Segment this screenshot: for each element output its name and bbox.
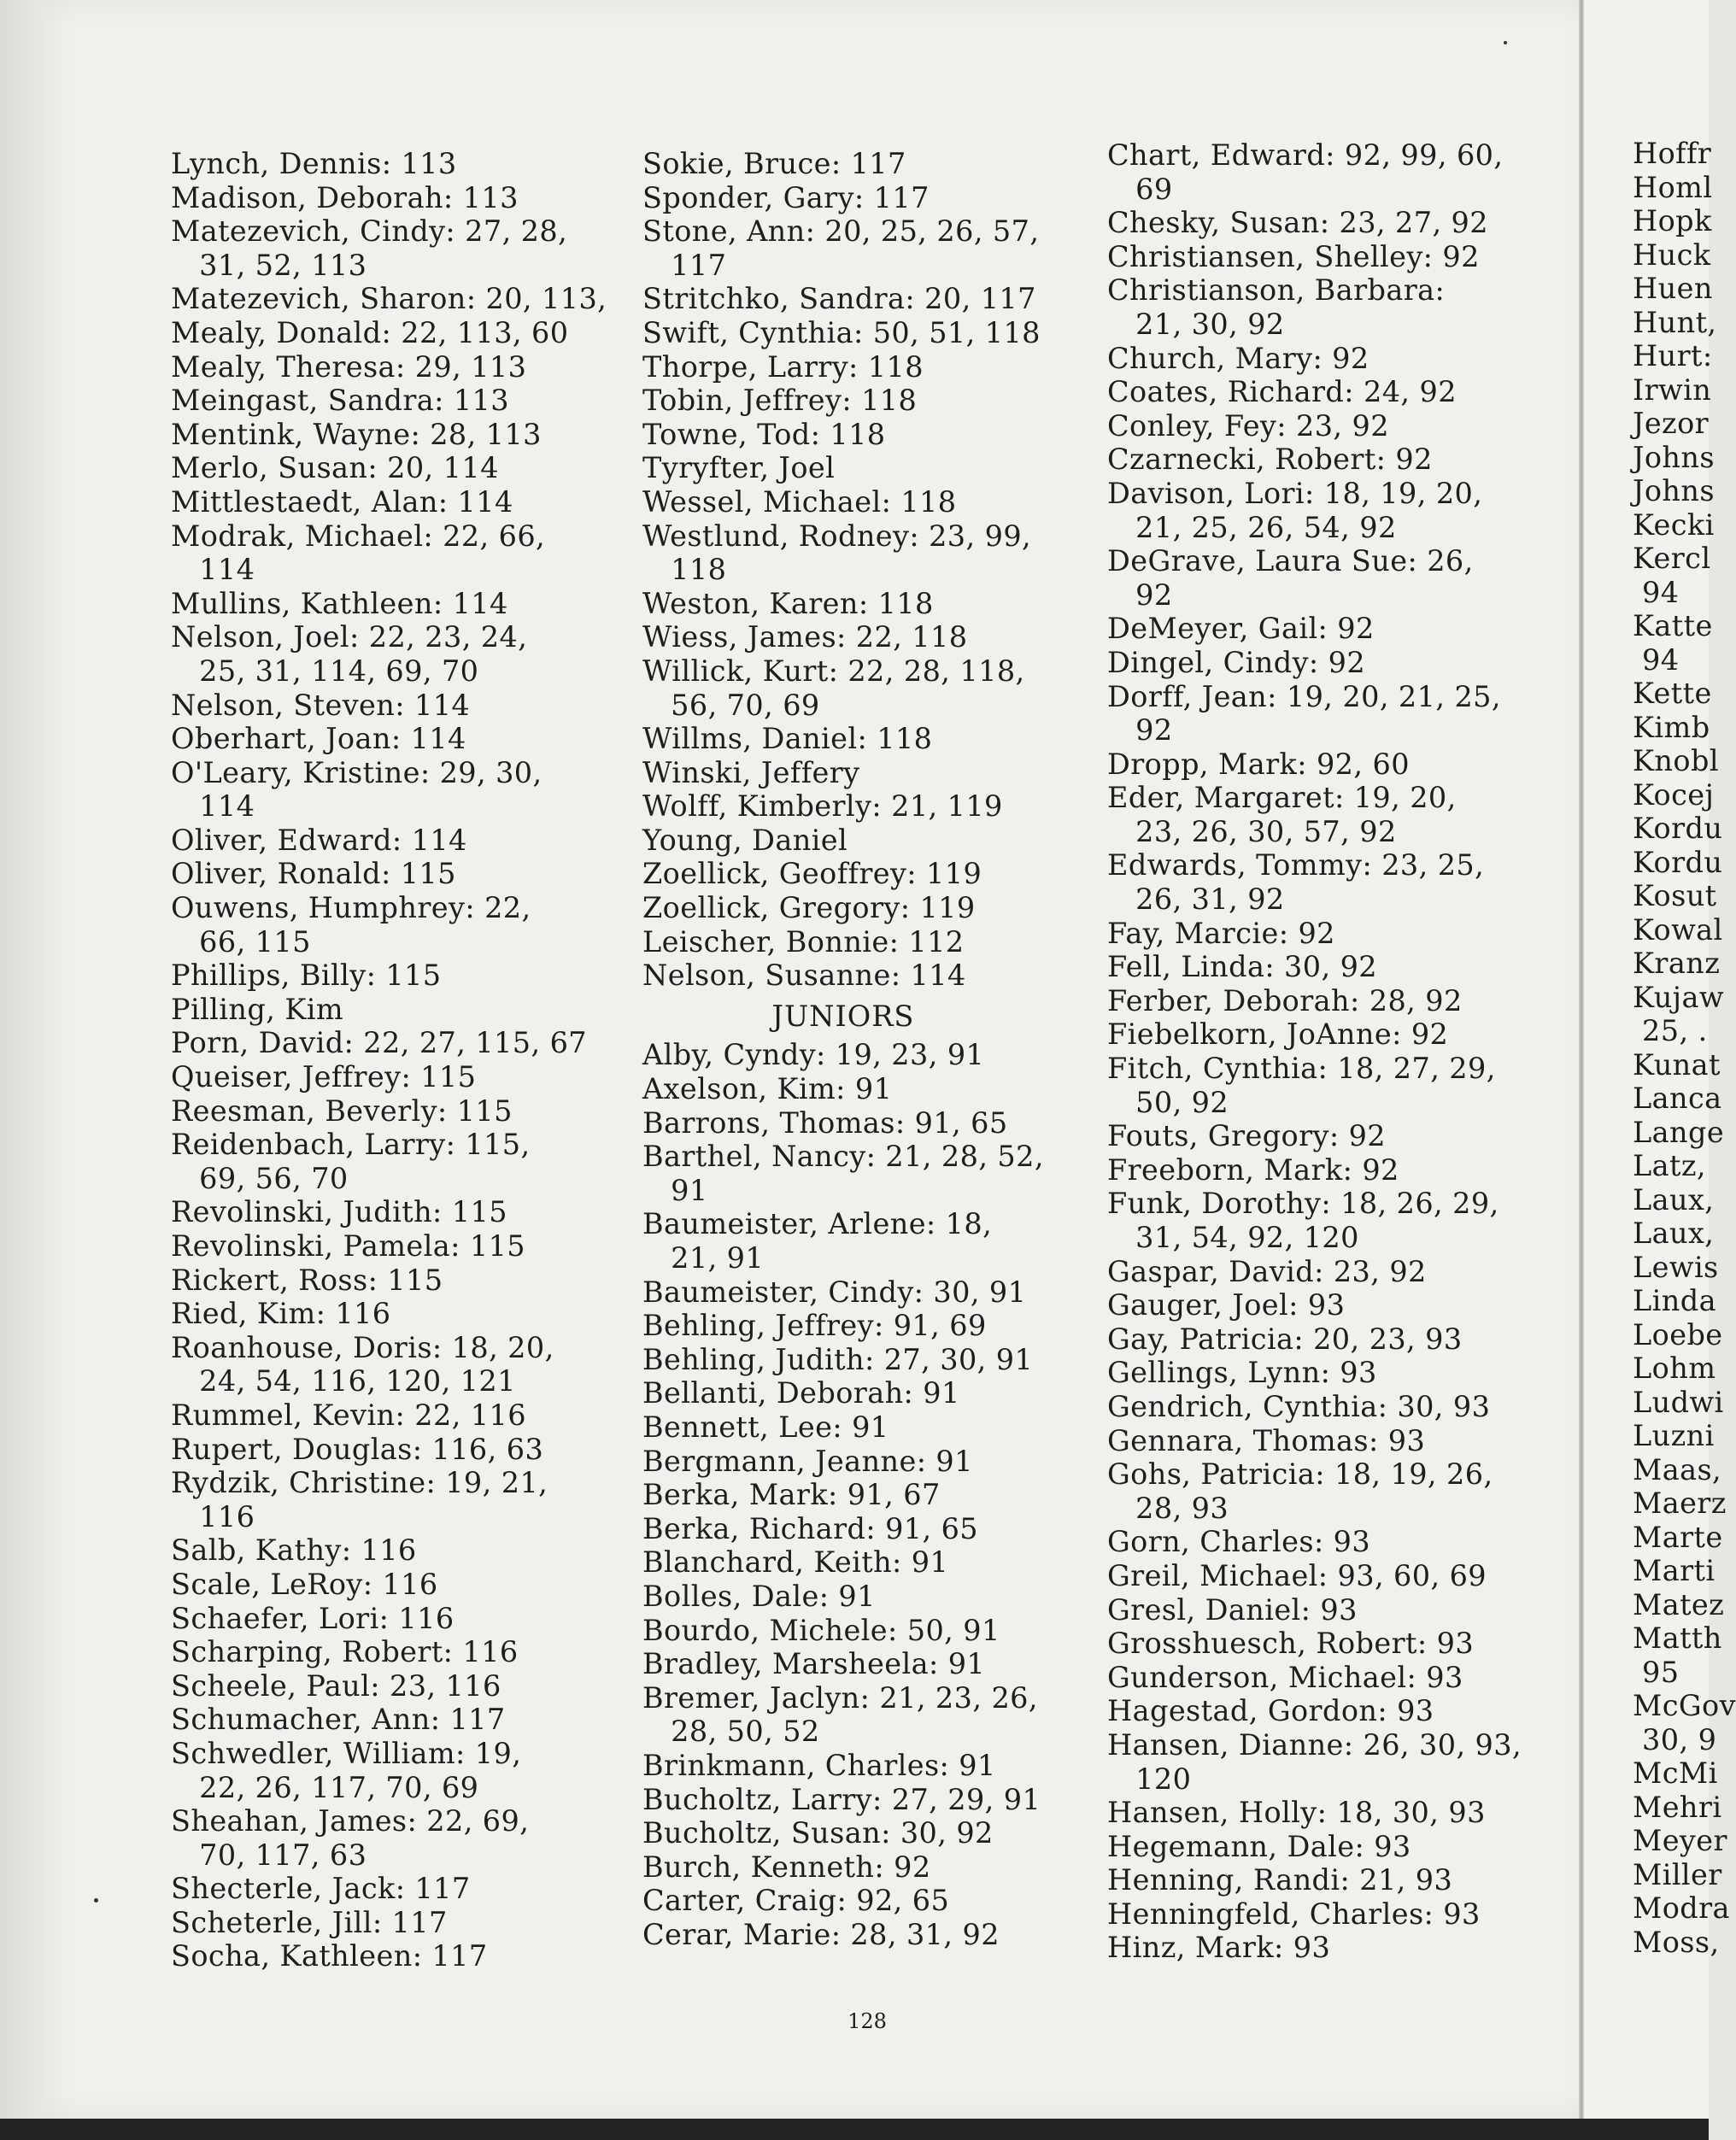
index-entry: Rydzik, Christine: 19, 21,	[171, 1466, 548, 1500]
index-entry: Bellanti, Deborah: 91	[642, 1376, 960, 1410]
index-entry: 28, 93	[1107, 1491, 1229, 1525]
index-entry: Sokie, Bruce: 117	[642, 147, 906, 180]
index-entry: Gay, Patricia: 20, 23, 93	[1107, 1322, 1463, 1356]
index-entry: Baumeister, Arlene: 18,	[642, 1207, 993, 1241]
index-entry: Luzni	[1633, 1419, 1715, 1452]
index-entry: Mealy, Donald: 22, 113, 60	[171, 315, 569, 349]
index-entry: 21, 25, 26, 54, 92	[1107, 510, 1397, 544]
index-entry: Scheterle, Jill: 117	[171, 1905, 448, 1939]
index-entry: Marti	[1633, 1554, 1715, 1587]
index-entry: Winski, Jeffery	[642, 755, 860, 789]
index-entry: Behling, Jeffrey: 91, 69	[642, 1309, 987, 1343]
index-entry: Homl	[1633, 170, 1713, 204]
index-entry: Lewis	[1633, 1250, 1719, 1284]
index-entry: Kette	[1633, 677, 1712, 710]
index-entry: 118	[642, 553, 727, 587]
index-entry: Hunt,	[1633, 305, 1717, 339]
index-entry: 92	[1107, 713, 1173, 748]
index-entry: Jezor	[1633, 407, 1710, 440]
index-entry: 28, 50, 52	[642, 1715, 820, 1749]
index-entry: 95	[1633, 1655, 1680, 1689]
index-entry: Moss,	[1633, 1925, 1720, 1959]
index-entry: Revolinski, Pamela: 115	[171, 1229, 526, 1263]
index-entry: 22, 26, 117, 70, 69	[171, 1770, 479, 1804]
index-entry: Axelson, Kim: 91	[642, 1072, 893, 1106]
index-entry: Fitch, Cynthia: 18, 27, 29,	[1107, 1052, 1496, 1086]
index-entry: 69	[1107, 172, 1173, 206]
index-entry: Rupert, Douglas: 116, 63	[171, 1432, 544, 1466]
page-number: 128	[847, 2009, 887, 2033]
index-entry: Gellings, Lynn: 93	[1107, 1356, 1377, 1390]
index-entry: 23, 26, 30, 57, 92	[1107, 814, 1397, 848]
index-entry: Czarnecki, Robert: 92	[1107, 443, 1433, 477]
index-entry: Mullins, Kathleen: 114	[171, 586, 508, 620]
index-entry: Rickert, Ross: 115	[171, 1263, 443, 1297]
index-entry: Pilling, Kim	[171, 992, 344, 1026]
index-entry: Modrak, Michael: 22, 66,	[171, 519, 546, 553]
index-entry: Nelson, Susanne: 114	[642, 959, 966, 993]
index-entry: DeGrave, Laura Sue: 26,	[1107, 544, 1474, 578]
page-speck	[1504, 41, 1507, 44]
index-entry: Leischer, Bonnie: 112	[642, 924, 965, 959]
index-entry: Bergmann, Jeanne: 91	[642, 1444, 973, 1478]
index-entry: Oliver, Edward: 114	[171, 823, 467, 857]
index-entry: 24, 54, 116, 120, 121	[171, 1364, 516, 1398]
index-entry: 120	[1107, 1762, 1192, 1796]
index-entry: DeMeyer, Gail: 92	[1107, 612, 1375, 646]
index-entry: Edwards, Tommy: 23, 25,	[1107, 848, 1485, 882]
index-entry: Fiebelkorn, JoAnne: 92	[1107, 1017, 1449, 1052]
index-entry: Scale, LeRoy: 116	[171, 1567, 438, 1601]
index-entry: Hansen, Holly: 18, 30, 93	[1107, 1796, 1486, 1830]
index-entry: Mehri	[1633, 1790, 1722, 1824]
index-entry: Coates, Richard: 24, 92	[1107, 375, 1457, 409]
index-entry: Nelson, Steven: 114	[171, 688, 471, 722]
index-entry: 25, 31, 114, 69, 70	[171, 654, 479, 688]
index-entry: 31, 54, 92, 120	[1107, 1221, 1359, 1254]
index-entry: Kujaw	[1633, 980, 1724, 1014]
index-entry: Wiess, James: 22, 118	[642, 620, 968, 654]
index-entry: Hagestad, Gordon: 93	[1107, 1694, 1434, 1728]
index-entry: Matezevich, Sharon: 20, 113,	[171, 282, 607, 316]
index-entry: 91	[642, 1173, 708, 1207]
index-entry: Funk, Dorothy: 18, 26, 29,	[1107, 1187, 1499, 1221]
index-entry: Knobl	[1633, 744, 1719, 777]
index-entry: Meyer	[1633, 1824, 1727, 1857]
index-entry: Henning, Randi: 21, 93	[1107, 1863, 1453, 1897]
index-entry: Dropp, Mark: 92, 60	[1107, 747, 1410, 781]
page-speck	[94, 1898, 98, 1903]
index-entry: Bucholtz, Larry: 27, 29, 91	[642, 1782, 1041, 1816]
index-entry: Freeborn, Mark: 92	[1107, 1152, 1399, 1187]
index-entry: Christiansen, Shelley: 92	[1107, 239, 1480, 273]
index-entry: 50, 92	[1107, 1085, 1229, 1119]
index-entry: Bennett, Lee: 91	[642, 1410, 889, 1444]
index-entry: Grosshuesch, Robert: 93	[1107, 1627, 1475, 1661]
index-entry: Shecterle, Jack: 117	[171, 1872, 471, 1906]
index-entry: Chesky, Susan: 23, 27, 92	[1107, 206, 1488, 240]
index-entry: Linda	[1633, 1284, 1716, 1317]
index-entry: Mittlestaedt, Alan: 114	[171, 484, 513, 519]
index-entry: Alby, Cyndy: 19, 23, 91	[642, 1038, 985, 1072]
index-entry: Gunderson, Michael: 93	[1107, 1660, 1463, 1694]
index-entry: Fay, Marcie: 92	[1107, 916, 1335, 950]
index-entry: Stone, Ann: 20, 25, 26, 57,	[642, 214, 1040, 249]
index-entry: Maas,	[1633, 1452, 1722, 1486]
index-entry: Weston, Karen: 118	[642, 586, 934, 620]
index-entry: 70, 117, 63	[171, 1838, 367, 1872]
index-entry: Church, Mary: 92	[1107, 341, 1369, 375]
index-entry: Zoellick, Gregory: 119	[642, 891, 976, 925]
index-entry: Chart, Edward: 92, 99, 60,	[1107, 138, 1504, 172]
index-entry: Baumeister, Cindy: 30, 91	[642, 1275, 1027, 1309]
index-entry: Nelson, Joel: 22, 23, 24,	[171, 620, 528, 654]
index-entry: Lynch, Dennis: 113	[171, 147, 457, 180]
book-binding-edge	[0, 0, 47, 2119]
index-entry: Gendrich, Cynthia: 30, 93	[1107, 1389, 1491, 1423]
index-entry: Conley, Fey: 23, 92	[1107, 408, 1389, 443]
index-entry: 66, 115	[171, 924, 311, 959]
index-entry: Queiser, Jeffrey: 115	[171, 1060, 477, 1094]
index-entry: Reidenbach, Larry: 115,	[171, 1128, 531, 1162]
index-entry: Hinz, Mark: 93	[1107, 1931, 1331, 1965]
index-entry: O'Leary, Kristine: 29, 30,	[171, 755, 542, 789]
index-column-1	[171, 147, 607, 1973]
index-entry: Hopk	[1633, 204, 1712, 237]
index-entry: Stritchko, Sandra: 20, 117	[642, 282, 1036, 316]
index-entry: Kranz	[1633, 947, 1721, 980]
index-entry: Zoellick, Geoffrey: 119	[642, 857, 982, 891]
index-entry: 56, 70, 69	[642, 688, 820, 722]
index-entry: 117	[642, 248, 727, 282]
index-entry: Lanca	[1633, 1082, 1722, 1115]
index-entry: Carter, Craig: 92, 65	[642, 1884, 950, 1918]
index-entry: Cerar, Marie: 28, 31, 92	[642, 1917, 1000, 1951]
index-entry: 69, 56, 70	[171, 1161, 349, 1195]
index-entry: Kosut	[1633, 879, 1717, 912]
index-entry: Greil, Michael: 93, 60, 69	[1107, 1558, 1487, 1592]
index-entry: Kowal	[1633, 912, 1723, 947]
index-entry: Gauger, Joel: 93	[1107, 1288, 1346, 1322]
index-entry: Huen	[1633, 272, 1713, 305]
index-entry: 26, 31, 92	[1107, 882, 1285, 917]
index-entry: Wessel, Michael: 118	[642, 484, 957, 519]
index-entry: Irwin	[1633, 372, 1712, 407]
index-entry: Eder, Margaret: 19, 20,	[1107, 781, 1457, 815]
index-entry: Towne, Tod: 118	[642, 417, 886, 451]
index-entry: 25, .	[1633, 1014, 1708, 1047]
index-entry: McMi	[1633, 1756, 1718, 1790]
index-entry: Ferber, Deborah: 28, 92	[1107, 983, 1463, 1017]
index-entry: 114	[171, 789, 255, 824]
index-entry: Behling, Judith: 27, 30, 91	[642, 1342, 1034, 1376]
index-entry: Bourdo, Michele: 50, 91	[642, 1613, 1000, 1647]
index-entry: Matezevich, Cindy: 27, 28,	[171, 214, 568, 249]
index-entry: Tyryfter, Joel	[642, 451, 836, 485]
index-entry: Salb, Kathy: 116	[171, 1533, 417, 1568]
index-entry: Matth	[1633, 1621, 1722, 1655]
index-entry: Gennara, Thomas: 93	[1107, 1423, 1426, 1457]
index-entry: Blanchard, Keith: 91	[642, 1545, 949, 1580]
index-entry: Christianson, Barbara:	[1107, 273, 1446, 308]
index-entry: Kordu	[1633, 845, 1723, 879]
index-entry: Loebe	[1633, 1317, 1723, 1351]
index-entry: Swift, Cynthia: 50, 51, 118	[642, 315, 1041, 349]
index-entry: Dingel, Cindy: 92	[1107, 645, 1366, 679]
index-entry: Latz,	[1633, 1149, 1706, 1182]
index-entry: Burch, Kenneth: 92	[642, 1850, 931, 1884]
index-entry: Sponder, Gary: 117	[642, 180, 930, 214]
index-entry: Wolff, Kimberly: 21, 119	[642, 789, 1003, 824]
index-entry: 21, 30, 92	[1107, 307, 1285, 341]
index-column-3	[1107, 138, 1522, 1965]
index-entry: McGov	[1633, 1689, 1736, 1722]
index-entry: Schaefer, Lori: 116	[171, 1601, 455, 1635]
index-entry: Matez	[1633, 1587, 1725, 1621]
index-entry: Willms, Daniel: 118	[642, 722, 933, 756]
index-entry: Kordu	[1633, 812, 1723, 845]
index-entry: Ried, Kim: 116	[171, 1297, 391, 1331]
section-heading: JUNIORS	[771, 999, 915, 1033]
index-entry: Brinkmann, Charles: 91	[642, 1748, 996, 1782]
index-entry: Revolinski, Judith: 115	[171, 1195, 507, 1229]
index-entry: Laux,	[1633, 1217, 1715, 1250]
index-entry: Berka, Richard: 91, 65	[642, 1511, 979, 1545]
index-entry: Lohm	[1633, 1351, 1716, 1385]
index-entry: Hoffr	[1633, 137, 1712, 170]
index-entry: Madison, Deborah: 113	[171, 180, 519, 214]
index-entry: Thorpe, Larry: 118	[642, 349, 924, 384]
index-entry: Ludwi	[1633, 1385, 1724, 1419]
index-entry: Young, Daniel	[642, 823, 848, 857]
index-entry: Laux,	[1633, 1182, 1715, 1217]
index-entry: Gohs, Patricia: 18, 19, 26,	[1107, 1457, 1493, 1492]
index-entry: Meingast, Sandra: 113	[171, 384, 509, 418]
scan-bottom-border	[0, 2119, 1709, 2140]
index-entry: Schwedler, William: 19,	[171, 1736, 522, 1770]
index-entry: Porn, David: 22, 27, 115, 67	[171, 1026, 588, 1060]
index-entry: Johns	[1633, 474, 1715, 507]
index-entry: Bradley, Marsheela: 91	[642, 1647, 986, 1681]
index-entry: 94	[1633, 642, 1680, 677]
index-entry: Henningfeld, Charles: 93	[1107, 1897, 1481, 1931]
index-entry: Huck	[1633, 237, 1711, 272]
index-entry: Kunat	[1633, 1047, 1721, 1082]
index-entry: Scharping, Robert: 116	[171, 1635, 519, 1669]
index-entry: Dorff, Jean: 19, 20, 21, 25,	[1107, 679, 1501, 713]
index-entry: Mealy, Theresa: 29, 113	[171, 349, 527, 384]
index-entry: Roanhouse, Doris: 18, 20,	[171, 1330, 554, 1364]
index-entry: Hegemann, Dale: 93	[1107, 1829, 1411, 1863]
index-entry: Willick, Kurt: 22, 28, 118,	[642, 654, 1025, 688]
index-entry: Kocej	[1633, 777, 1715, 812]
index-entry: Schumacher, Ann: 117	[171, 1703, 506, 1737]
index-entry: Sheahan, James: 22, 69,	[171, 1804, 530, 1838]
index-entry: 116	[171, 1499, 255, 1533]
index-entry: Katte	[1633, 609, 1713, 642]
index-entry: Scheele, Paul: 23, 116	[171, 1668, 501, 1703]
index-entry: Kecki	[1633, 507, 1715, 542]
adjacent-page-column	[1633, 137, 1736, 1959]
index-entry: Kercl	[1633, 542, 1711, 575]
index-entry: Bremer, Jaclyn: 21, 23, 26,	[642, 1680, 1038, 1715]
index-entry: Berka, Mark: 91, 67	[642, 1478, 941, 1512]
index-entry: Fouts, Gregory: 92	[1107, 1119, 1387, 1153]
index-entry: Barthel, Nancy: 21, 28, 52,	[642, 1140, 1044, 1174]
index-entry: Fell, Linda: 30, 92	[1107, 950, 1378, 984]
index-entry: 92	[1107, 578, 1173, 612]
index-entry: 21, 91	[642, 1241, 765, 1275]
index-entry: 114	[171, 553, 255, 587]
index-entry: Kimb	[1633, 710, 1710, 744]
index-entry: 94	[1633, 575, 1680, 609]
index-entry: Maerz	[1633, 1486, 1727, 1520]
index-entry: Rummel, Kevin: 22, 116	[171, 1398, 526, 1432]
index-entry: Socha, Kathleen: 117	[171, 1939, 488, 1973]
index-entry: Phillips, Billy: 115	[171, 959, 442, 993]
index-entry: Mentink, Wayne: 28, 113	[171, 417, 542, 451]
index-entry: 30, 9	[1633, 1722, 1717, 1756]
index-entry: Hurt:	[1633, 339, 1713, 372]
index-entry: Marte	[1633, 1520, 1723, 1554]
index-entry: Reesman, Beverly: 115	[171, 1093, 513, 1128]
index-entry: Miller	[1633, 1857, 1722, 1891]
index-entry: Modra	[1633, 1891, 1730, 1925]
index-column-2	[642, 147, 1044, 1951]
index-entry: Johns	[1633, 440, 1715, 474]
index-entry: Oliver, Ronald: 115	[171, 857, 456, 891]
index-entry: Westlund, Rodney: 23, 99,	[642, 519, 1032, 553]
index-entry: Tobin, Jeffrey: 118	[642, 384, 918, 418]
index-entry: Merlo, Susan: 20, 114	[171, 451, 499, 485]
index-entry: Oberhart, Joan: 114	[171, 722, 466, 756]
index-entry: Hansen, Dianne: 26, 30, 93,	[1107, 1727, 1522, 1762]
index-entry: Bolles, Dale: 91	[642, 1579, 876, 1613]
index-entry: Gorn, Charles: 93	[1107, 1525, 1371, 1559]
index-entry: Bucholtz, Susan: 30, 92	[642, 1816, 994, 1850]
index-entry: Ouwens, Humphrey: 22,	[171, 891, 531, 925]
index-entry: Gaspar, David: 23, 92	[1107, 1254, 1427, 1288]
index-entry: Davison, Lori: 18, 19, 20,	[1107, 476, 1483, 510]
index-entry: Barrons, Thomas: 91, 65	[642, 1105, 1008, 1140]
index-entry: 31, 52, 113	[171, 248, 367, 282]
index-entry: Lange	[1633, 1115, 1725, 1149]
index-entry: Gresl, Daniel: 93	[1107, 1592, 1358, 1627]
